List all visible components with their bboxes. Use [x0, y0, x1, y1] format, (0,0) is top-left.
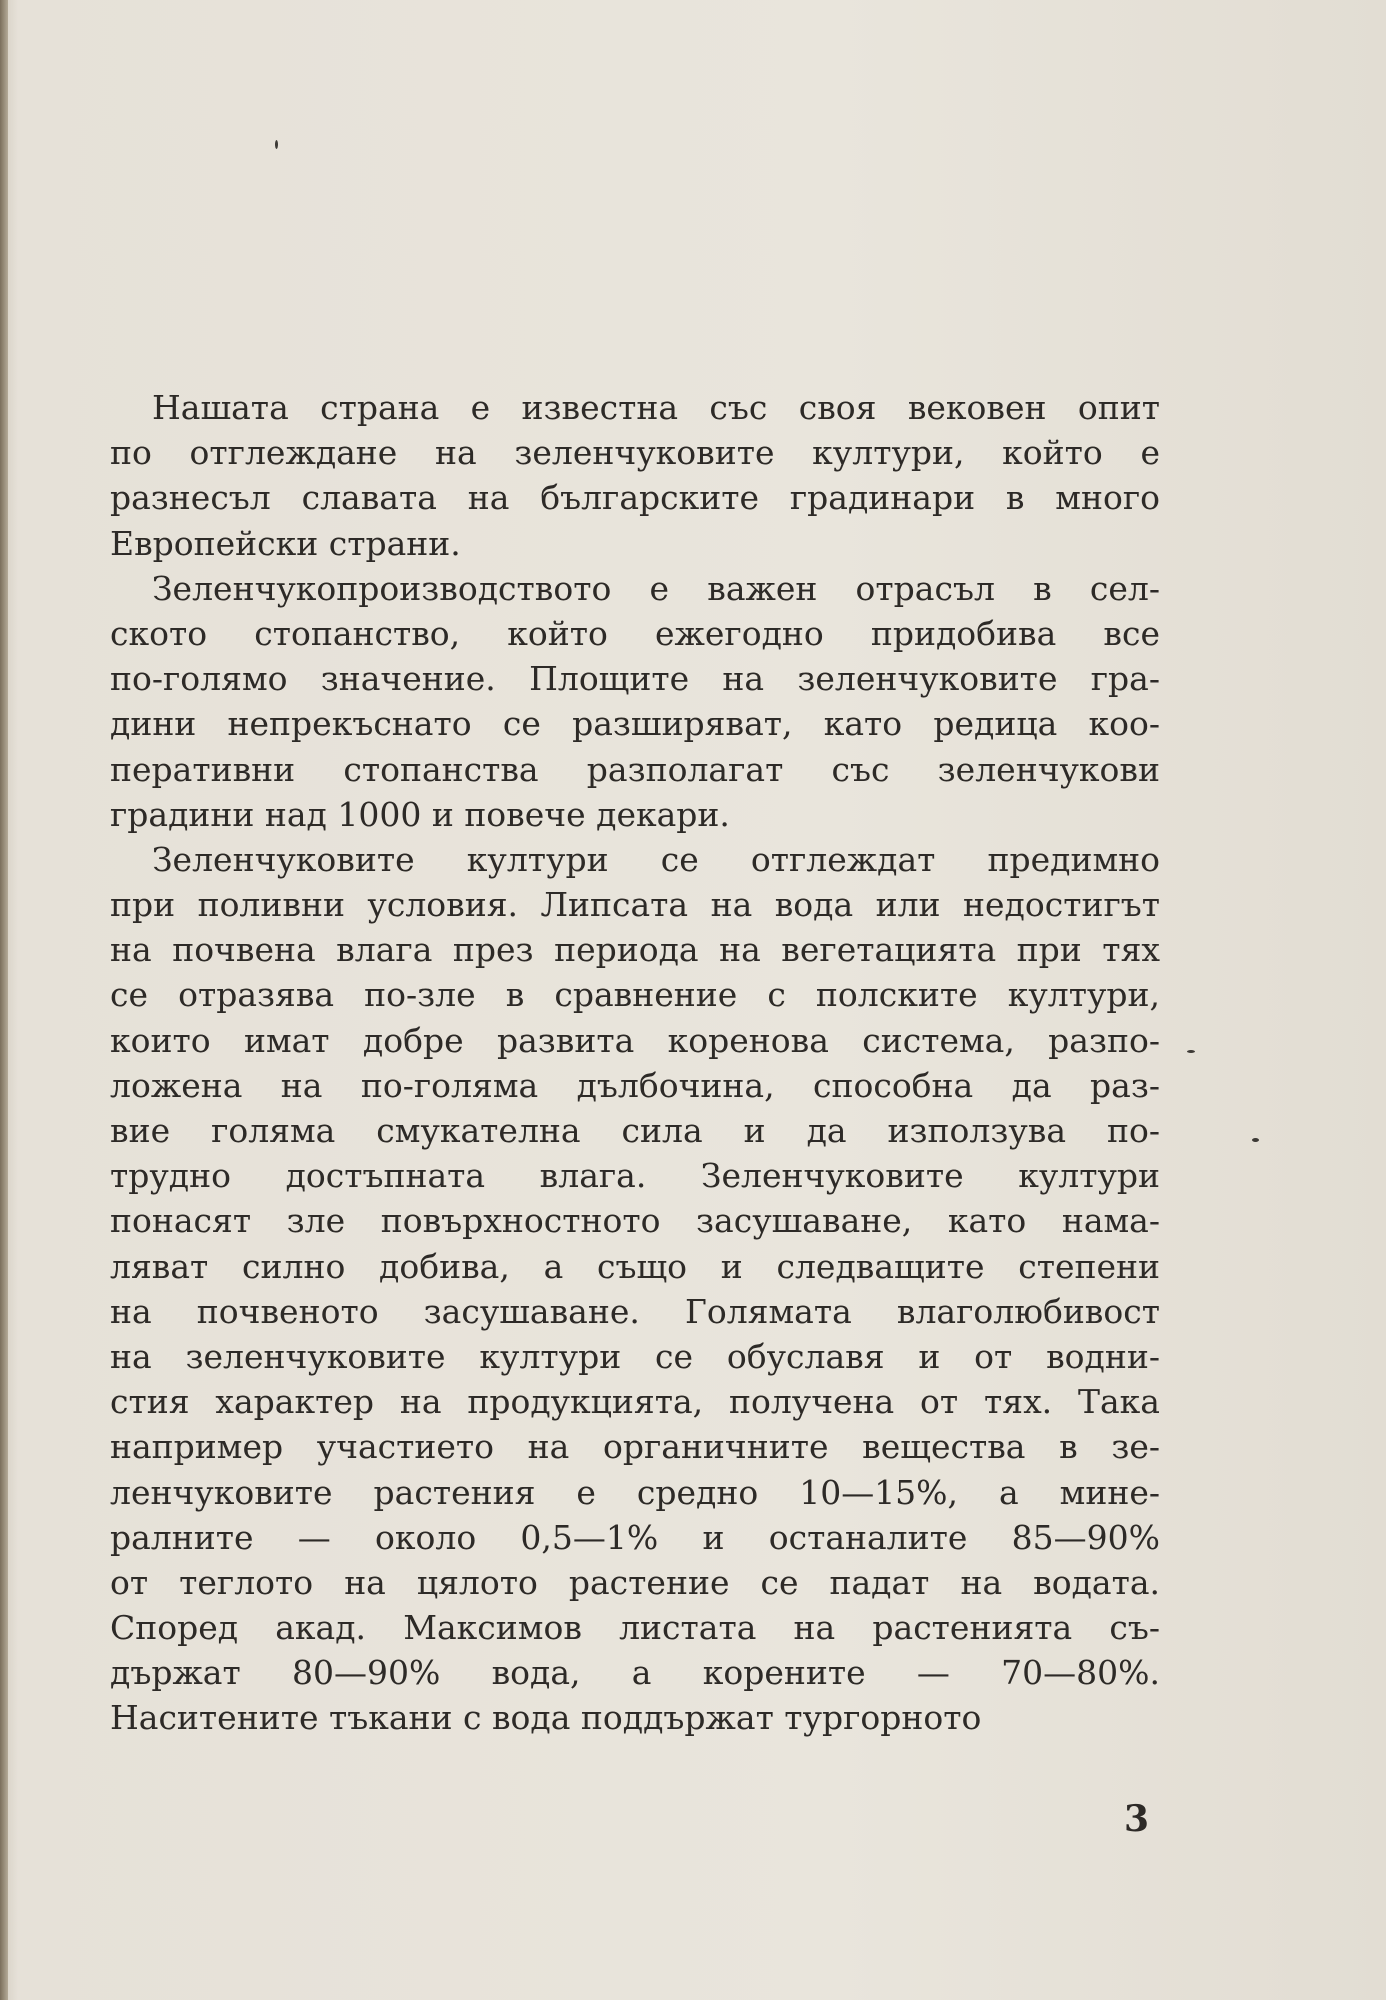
text-line: градини над 1000 и повече декари. [110, 794, 730, 834]
text-line: дини непрекъснато се разширяват, като редица коо- [110, 704, 1160, 744]
text-line: от теглото на цялото растение се падат на водата. [110, 1562, 1160, 1602]
text-line: се отразява по-зле в сравнение с полските култури, [110, 975, 1160, 1015]
text-line: по-голямо значение. Площите на зеленчуковите гра- [110, 659, 1160, 699]
text-line: при поливни условия. Липсата на вода или недостигът [110, 885, 1160, 925]
text-line: трудно достъпната влага. Зеленчуковите култури [110, 1156, 1160, 1196]
text-line: Наситените тъкани с вода поддържат тургорното [110, 1698, 982, 1738]
text-line: перативни стопанства разполагат със зеленчукови [110, 749, 1160, 789]
text-line: Според акад. Максимов листата на растенията съ- [110, 1608, 1160, 1648]
text-line: разнесъл славата на българските градинари в много [110, 478, 1160, 518]
paragraph [110, 566, 1160, 837]
ink-speck [1187, 1050, 1195, 1053]
text-line: Европейски страни. [110, 523, 461, 563]
text-line: понасят зле повърхностното засушаване, като нама- [110, 1201, 1160, 1241]
text-line: ляват силно добива, а също и следващите степени [110, 1246, 1160, 1286]
page-binding-edge [0, 0, 8, 2000]
text-line: които имат добре развита коренова система, разпо- [110, 1020, 1160, 1060]
ink-speck [1252, 1138, 1259, 1142]
text-line: ленчуковите растения е средно 10—15%, а мине- [110, 1472, 1160, 1512]
text-line: Нашата страна е известна със своя вековен опит [152, 388, 1160, 427]
text-line: на почвеното засушаване. Голямата влаголюбивост [110, 1291, 1160, 1331]
body-text [110, 385, 1160, 1741]
text-line: ложена на по-голяма дълбочина, способна да раз- [110, 1065, 1160, 1105]
text-line: ралните — около 0,5—1% и останалите 85—90% [110, 1517, 1160, 1557]
text-line: Зеленчукопроизводството е важен отрасъл в сел- [152, 568, 1160, 608]
text-line: Зеленчуковите култури се отглеждат предимно [152, 839, 1160, 879]
page-number: 3 [1124, 1798, 1150, 1840]
text-line: по отглеждане на зеленчуковите култури, който е [110, 433, 1160, 473]
text-line: на почвена влага през периода на вегетацията при тях [110, 930, 1160, 970]
text-line: на зеленчуковите култури се обуславя и от водни- [110, 1336, 1160, 1376]
text-line: стия характер на продукцията, получена от тях. Така [110, 1382, 1160, 1422]
text-line: вие голяма смукателна сила и да използува по- [110, 1111, 1160, 1150]
paragraph [110, 837, 1160, 1741]
paragraph [110, 385, 1160, 566]
text-line: ското стопанство, който ежегодно придобива все [110, 613, 1160, 653]
text-line: държат 80—90% вода, а корените — 70—80%. [110, 1653, 1160, 1693]
ink-speck [275, 140, 278, 149]
text-line: например участието на органичните вещества в зе- [110, 1427, 1160, 1467]
